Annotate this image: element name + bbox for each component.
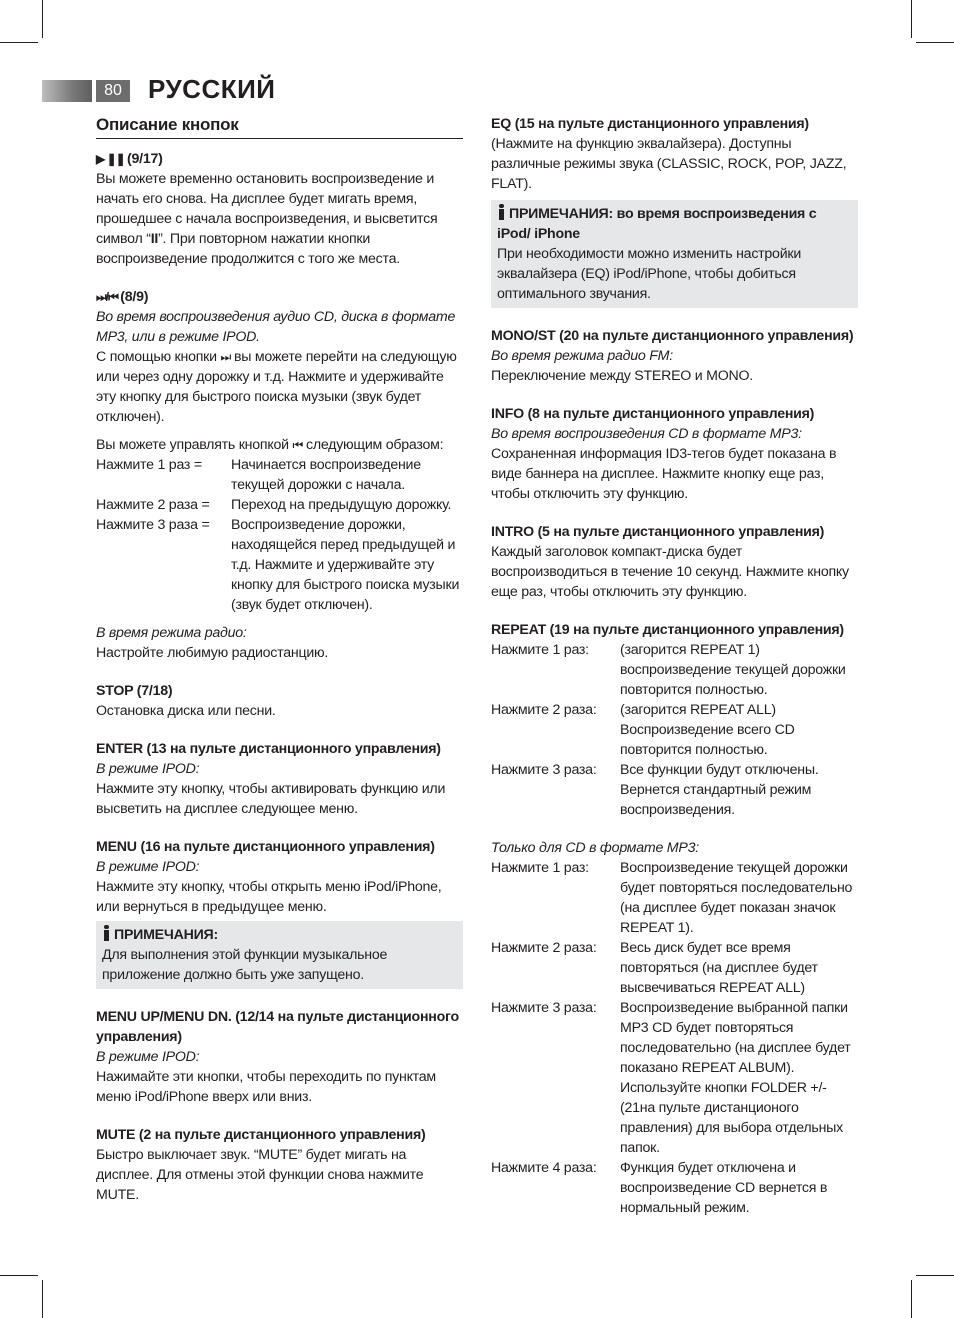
skip-text-1: С помощью кнопки ⏭ вы можете перейти на следующую или через одну дорожку и т.д. Нажмите и удерживайте эту кнопку для быстрого поиска музыки (звук будет отключен). <box>96 349 457 425</box>
crop-mark <box>911 1280 912 1318</box>
note-title: ПРИМЕЧАНИЯ: <box>114 927 218 943</box>
intro-text: Каждый заголовок компакт-диска будет воспроизводиться в течение 10 секунд. Нажмите кнопку еще раз, чтобы отключить эту функцию. <box>491 544 849 600</box>
mp3-row: Нажмите 2 раза: Весь диск будет все время повторяться (на дисплее будет высвечиваться REPEAT ALL) <box>491 940 818 996</box>
right-column <box>491 114 858 1218</box>
eq-heading: EQ (15 на пульте дистанционного управления) <box>491 116 809 132</box>
section-title: Описание кнопок <box>96 114 463 139</box>
eq-text: (Нажмите на функцию эквалайзера). Доступны различные режимы звука (CLASSIC, ROCK, POP, JAZZ, FLAT). <box>491 136 847 192</box>
mp3-row: Нажмите 3 раза: Воспроизведение выбранной папки MP3 CD будет повторяться последовательно (на дисплее будет показано REPEAT ALBUM). Используйте кнопки FOLDER +/- (21на пульте дистанционого правления) для выбора отдельных папок. <box>491 1000 851 1156</box>
language-heading: РУССКИЙ <box>148 74 276 104</box>
skip-back-icon: ⏮ <box>292 438 303 452</box>
enter-text: Нажмите эту кнопку, чтобы активировать функцию или высветить на дисплее следующее меню. <box>96 781 446 817</box>
crop-mark <box>42 0 43 38</box>
mp3-row: Нажмите 1 раз: Воспроизведение текущей дорожки будет повторяться последовательно (на дисплее будет показан значок REPEAT 1). <box>491 860 853 936</box>
note-box <box>491 200 858 308</box>
skip-forward-icon: ⏭ <box>220 350 231 364</box>
repeat-row: Нажмите 1 раз: (загорится REPEAT 1) воспроизведение текущей дорожки повторится полностью. <box>491 642 846 698</box>
stop-text: Остановка диска или песни. <box>96 703 276 719</box>
skip-row: Нажмите 1 раз = Начинается воспроизведение текущей дорожки с начала. <box>96 457 421 493</box>
crop-mark <box>42 1280 43 1318</box>
stop-heading: STOP (7/18) <box>96 683 173 699</box>
mute-text: Быстро выключает звук. “MUTE” будет мигать на дисплее. Для отмены этой функции снова нажмите MUTE. <box>96 1147 424 1203</box>
note-box <box>96 921 463 989</box>
repeat-row: Нажмите 3 раза: Все функции будут отключены. Вернется стандартный режим воспроизведения. <box>491 762 819 818</box>
header-bar <box>42 80 92 102</box>
mute-heading: MUTE (2 на пульте дистанционного управления) <box>96 1127 426 1143</box>
play-pause-icon: ▶ ❚❚ <box>96 152 128 166</box>
skip-forward-back-icon: ⏭/⏮ <box>96 290 121 304</box>
pause-symbol: II <box>150 231 159 247</box>
mp3-italic: Только для CD в формате MP3: <box>491 840 699 856</box>
info-italic: Во время воспроизведения CD в формате MP3: <box>491 426 802 442</box>
menu-updn-heading: MENU UP/MENU DN. (12/14 на пульте дистанционного управления) <box>96 1009 459 1045</box>
mp3-row: Нажмите 4 раза: Функция будет отключена и воспроизведение CD вернется в нормальный режим. <box>491 1160 828 1216</box>
crop-mark <box>916 1275 954 1276</box>
skip-text-2: Вы можете управлять кнопкой ⏮ следующим образом: <box>96 437 444 453</box>
menu-italic: В режиме IPOD: <box>96 859 200 875</box>
enter-italic: В режиме IPOD: <box>96 761 200 777</box>
info-icon <box>497 204 506 220</box>
info-icon <box>102 925 111 941</box>
page-number: 80 <box>96 80 130 102</box>
info-heading: INFO (8 на пульте дистанционного управления) <box>491 406 815 422</box>
menu-heading: MENU (16 на пульте дистанционного управления) <box>96 839 435 855</box>
menu-updn-text: Нажимайте эти кнопки, чтобы переходить по пунктам меню iPod/iPhone вверх или вниз. <box>96 1069 436 1105</box>
crop-mark <box>911 0 912 38</box>
skip-heading: ⏭/⏮ (8/9) <box>96 289 149 305</box>
enter-heading: ENTER (13 на пульте дистанционного управления) <box>96 741 441 757</box>
repeat-heading: REPEAT (19 на пульте дистанционного управления) <box>491 622 844 638</box>
skip-row: Нажмите 2 раза = Переход на предыдущую дорожку. <box>96 497 452 513</box>
crop-mark <box>0 1275 38 1276</box>
menu-text: Нажмите эту кнопку, чтобы открыть меню iPod/iPhone, или вернуться в предыдущее меню. <box>96 879 442 915</box>
intro-heading: INTRO (5 на пульте дистанционного управления) <box>491 524 825 540</box>
radio-text: Настройте любимую радиостанцию. <box>96 645 329 661</box>
skip-row: Нажмите 3 раза = Воспроизведение дорожки, находящейся перед предыдущей и т.д. Нажмите и удерживайте эту кнопку для быстрого поиска музыки (звук будет отключен). <box>96 517 460 613</box>
note-text: Для выполнения этой функции музыкальное приложение должно быть уже запущено. <box>102 947 388 983</box>
play-pause-heading: ▶ ❚❚ (9/17) <box>96 151 163 167</box>
mono-italic: Во время режима радио FM: <box>491 348 673 364</box>
info-text: Сохраненная информация ID3-тегов будет показана в виде баннера на дисплее. Нажмите кнопку еще раз, чтобы отключить эту функцию. <box>491 446 837 502</box>
repeat-row: Нажмите 2 раза: (загорится REPEAT ALL) Воспроизведение всего CD повторится полностью. <box>491 702 795 758</box>
note-title: ПРИМЕЧАНИЯ: во время воспроизведения с iPod/ iPhone <box>497 206 817 242</box>
note-text: При необходимости можно изменить настройки эквалайзера (EQ) iPod/iPhone, чтобы добиться оптимального звучания. <box>497 246 802 302</box>
radio-italic: В время режима радио: <box>96 625 247 641</box>
play-pause-text: Вы можете временно остановить воспроизведение и начать его снова. На дисплее будет мигать время, прошедшее с начала воспроизведения, и высветится символ “II”. При повторном нажатии кнопки воспроизведение продолжится с того же места. <box>96 171 438 267</box>
menu-updn-italic: В режиме IPOD: <box>96 1049 200 1065</box>
crop-mark <box>916 42 954 43</box>
mono-text: Переключение между STEREO и MONO. <box>491 368 753 384</box>
left-column <box>96 114 463 1205</box>
crop-mark <box>0 42 38 43</box>
mono-heading: MONO/ST (20 на пульте дистанционного управления) <box>491 328 854 344</box>
skip-italic: Во время воспроизведения аудио CD, диска в формате MP3, или в режиме IPOD. <box>96 309 456 345</box>
